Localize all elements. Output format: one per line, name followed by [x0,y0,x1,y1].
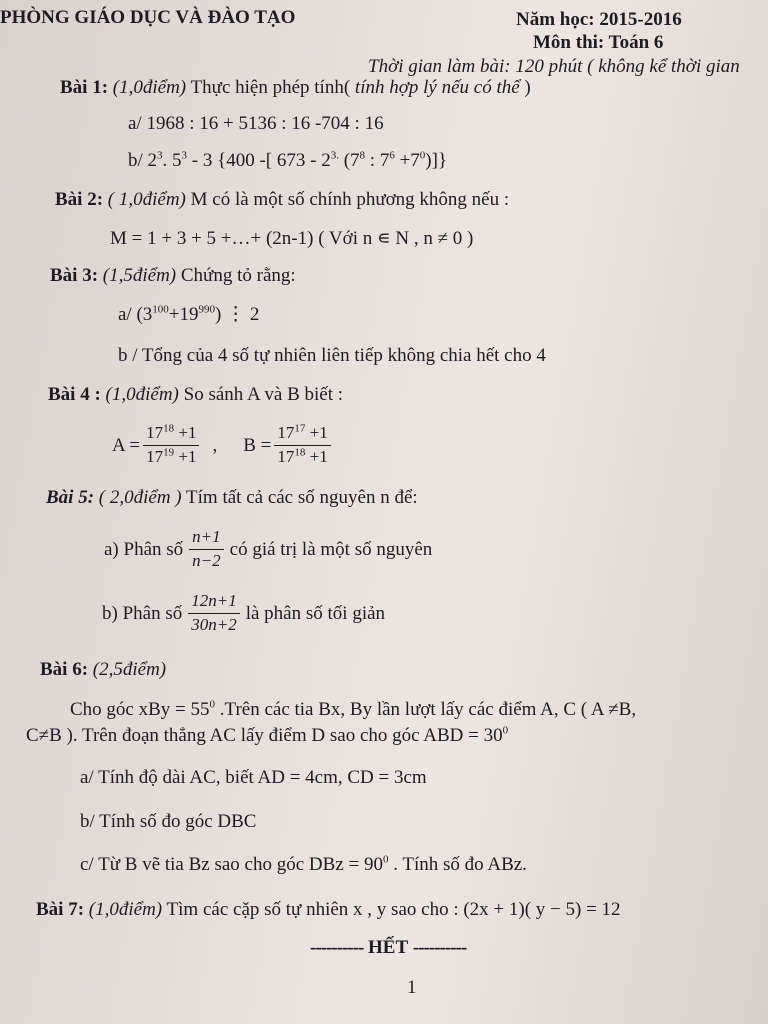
problem-3a: a/ $(3^{100}+19^{990})$ ⋮ 2 [118,303,260,325]
problem-1a: a/ 1968 : 16 + 5136 : 16 -704 : 16 [128,113,384,134]
problem-1-heading: Bài 1: (1,0điểm) Thực hiện phép tính( tính hợp lý nếu có thể ) [60,77,531,98]
fraction-a-lhs: A = [112,434,141,456]
fraction-5b: $\frac{12n+1}{30n+2}$ [188,592,239,634]
end-text: HẾT [368,937,409,958]
problem-1b: b/ $2^3$. $5^3 - 3$ {400 -[ $673 - 2^{3.}$ ($7^8$ : $7^6 +7^0$)]} [128,149,448,171]
problem-2-formula: M = 1 + 3 + 5 +…+ (2n-1) ( Với n ∊ N , n ≠ 0 ) [110,228,474,249]
problem-3b: b / Tổng của 4 số tự nhiên liên tiếp không chia hết cho 4 [118,345,546,366]
problem-2-label: Bài 2: [55,189,104,210]
problem-7-text: Tìm các cặp số tự nhiên x , y sao cho : (2x + 1)( y − 5) = 12 [166,899,621,920]
problem-7-heading [36,900,621,919]
fraction-b-lhs: B = [243,434,272,456]
end-marker: ---------- HẾT ---------- [310,937,467,958]
problem-1-close: ) [524,77,531,98]
problem-7-label: Bài 7: [36,899,85,920]
time-note: Thời gian làm bài: 120 phút ( không kể thời gian [368,56,740,77]
problem-4-points: (1,0điểm) [105,384,179,405]
problem-5-points: ( 2,0điểm ) [98,487,182,508]
problem-6-label: Bài 6: [40,659,89,680]
problem-3-text: Chứng tỏ rằng: [180,265,296,286]
problem-4-label: Bài 4 : [48,384,101,405]
problem-2-text: M có là một số chính phương không nếu : [190,189,510,210]
problem-6a: a/ Tính độ dài AC, biết AD = 4cm, CD = 3cm [80,767,427,788]
problem-1-text: Thực hiện phép tính( [190,77,351,98]
problem-6-line-2: C≠B ). Trên đoạn thẳng AC lấy điểm D sao cho góc ABD = $30^0$ [26,724,509,746]
fraction-a: $\frac{17^{18} +1}{17^{19} +1}$ [143,424,199,466]
problem-5b: b) Phân số $\frac{12n+1}{30n+2}$ là phân số tối giản [102,591,386,634]
problem-5-heading [46,488,418,507]
problem-6b: b/ Tính số đo góc DBC [80,811,257,832]
fraction-b: $\frac{17^{17} +1}{17^{18} +1}$ [274,424,330,466]
problem-5a: a) Phân số $\frac{n+1}{n-2}$ có giá trị là một số nguyên [104,527,433,570]
problem-5-text: Tím tất cả các số nguyên n để: [186,487,418,508]
problem-6-heading [40,660,166,679]
problem-1-hint: tính hợp lý nếu có thể [354,77,520,98]
problem-1-label: Bài 1 [60,77,102,98]
problem-3-heading [50,266,296,285]
problem-4-fractions [112,424,334,466]
page-number: 1 [407,977,417,998]
problem-2-points: ( 1,0điểm) [107,189,186,210]
problem-2-heading [55,190,509,209]
problem-3-label: Bài 3: [50,265,99,286]
problem-3-points: (1,5điểm) [102,265,177,286]
problem-4-text: So sánh A và B biết : [183,384,344,405]
problem-4-heading [48,385,343,404]
problem-7-points: (1,0điểm) [88,899,163,920]
school-year: Năm học: 2015-2016 [516,9,682,30]
fraction-separator: , [212,434,218,456]
exam-subject: Môn thi: Toán 6 [533,32,664,53]
problem-6c: c/ Từ B vẽ tia Bz sao cho góc DBz = $90^0$ . Tính số đo ABz. [80,853,527,875]
problem-1-points: (1,0điểm) [112,77,187,98]
fraction-5a: $\frac{n+1}{n-2}$ [189,528,223,570]
problem-6-line-1: Cho góc xBy = $55^0$ .Trên các tia Bx, By lần lượt lấy các điểm A, C ( A ≠B, [70,698,637,720]
department-name: PHÒNG GIÁO DỤC VÀ ĐÀO TẠO [0,7,296,28]
problem-5-label: Bài 5: [46,487,95,508]
problem-6-points: (2,5điểm) [92,659,167,680]
